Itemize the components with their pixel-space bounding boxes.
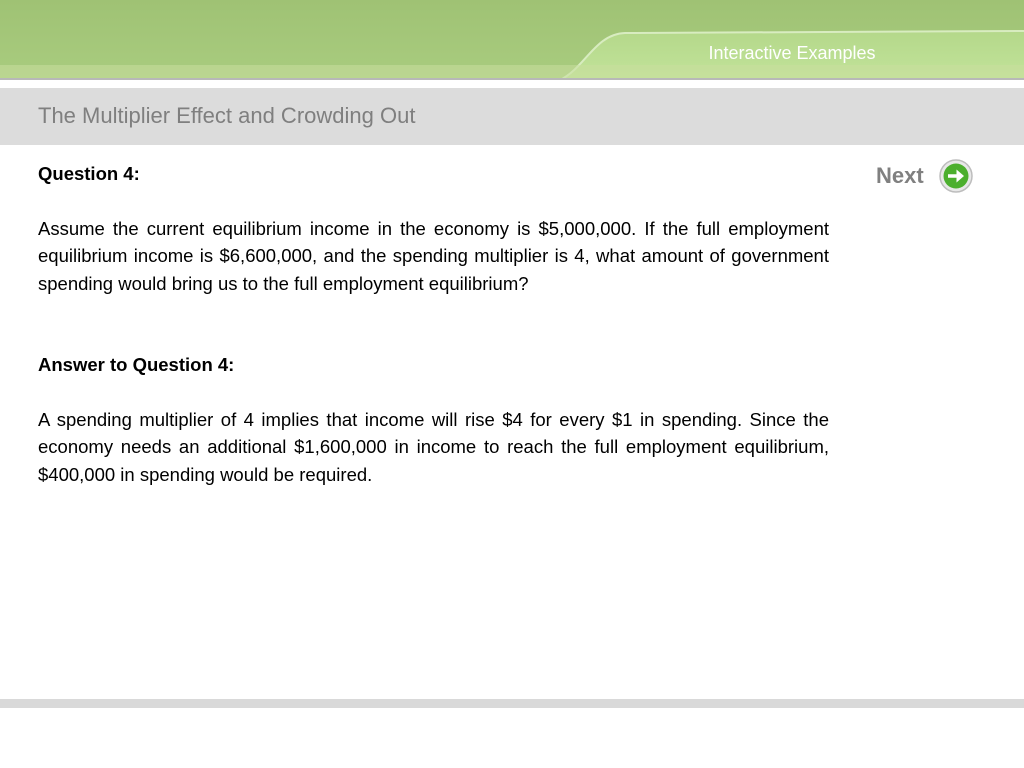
- answer-heading: Answer to Question 4:: [38, 354, 235, 375]
- arrow-right-circle-icon[interactable]: [938, 158, 974, 194]
- bottom-bar: [0, 699, 1024, 708]
- page-title: The Multiplier Effect and Crowding Out: [38, 103, 416, 128]
- content-area: [38, 160, 829, 488]
- banner-graphic: [0, 0, 1024, 80]
- next-label[interactable]: Next: [876, 163, 924, 188]
- answer-text: A spending multiplier of 4 implies that income will rise $4 for every $1 in spending. Since the economy needs an additional $1,600,000 in income to reach the full employment equilibrium, $400,000 in spending would be required.: [38, 408, 829, 485]
- question-heading: Question 4:: [38, 163, 140, 184]
- top-banner: [0, 0, 1024, 80]
- title-bar: [0, 88, 1024, 145]
- section-label: Interactive Examples: [708, 43, 876, 63]
- next-button[interactable]: [876, 158, 974, 194]
- question-text: Assume the current equilibrium income in the economy is $5,000,000. If the full employment equilibrium income is $6,600,000, and the spending multiplier is 4, what amount of government spending would bring us to the full employment equilibrium?: [38, 217, 829, 294]
